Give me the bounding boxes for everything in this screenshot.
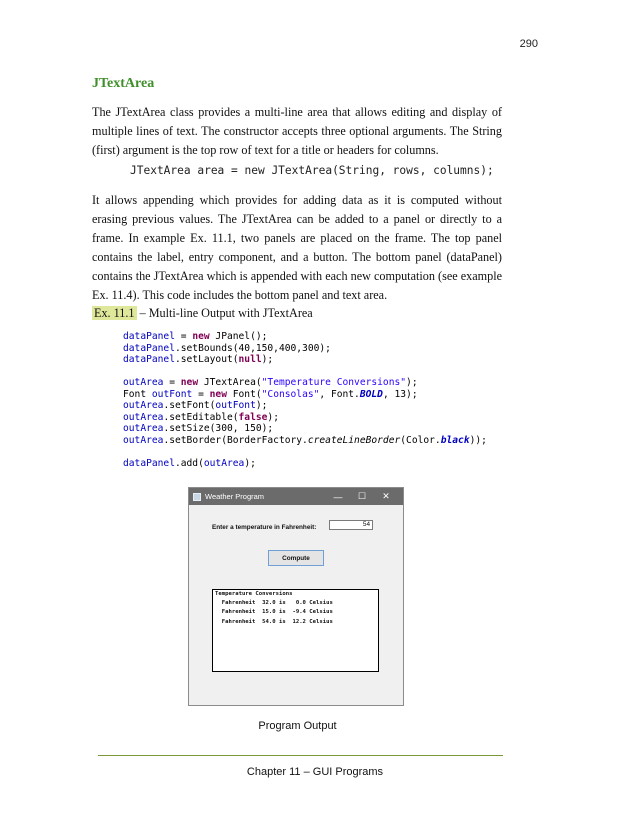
output-line: Temperature Conversions — [215, 591, 293, 597]
minimize-icon[interactable]: — — [333, 491, 343, 502]
code-line: Font outFont = new Font("Consolas", Font.BOLD, 13); — [123, 388, 418, 400]
program-window — [188, 487, 404, 706]
app-icon — [193, 493, 201, 501]
close-icon[interactable]: ✕ — [382, 491, 390, 501]
code-line: outArea.setSize(300, 150); — [123, 423, 274, 434]
code-line: outArea.setEditable(false); — [123, 411, 279, 423]
intro-paragraph: The JTextArea class provides a multi-line area that allows editing and display of multiple lines of text. The constructor accepts three optional arguments. The String (first) argument is the top row of text for a title or headers for columns. — [92, 105, 502, 157]
code-line: outArea = new JTextArea("Temperature Conversions"); — [123, 377, 418, 388]
temperature-label: Enter a temperature in Fahrenheit: — [212, 524, 317, 531]
temperature-input[interactable]: 54 — [329, 520, 373, 530]
chapter-footer: Chapter 11 – GUI Programs — [246, 766, 384, 778]
section-title: JTextArea — [92, 76, 155, 91]
code-listing — [123, 331, 487, 469]
output-line: Fahrenheit 32.0 is 0.0 Celsius — [215, 600, 333, 607]
code-line: outArea.setBorder(BorderFactory.createLineBorder(Color.black)); — [123, 434, 487, 446]
code-line: dataPanel.setBounds(40,150,400,300); — [123, 342, 331, 354]
output-line: Fahrenheit 15.0 is -9.4 Celsius — [215, 609, 333, 616]
compute-button[interactable]: Compute — [268, 550, 324, 566]
code-line: dataPanel = new JPanel(); — [123, 331, 268, 342]
example-heading — [92, 306, 313, 321]
constructor-code: JTextArea area = new JTextArea(String, rows, columns); — [130, 164, 494, 177]
code-line: outArea.setFont(outFont); — [123, 400, 268, 411]
example-title: – Multi-line Output with JTextArea — [136, 306, 313, 320]
output-line: Fahrenheit 54.0 is 12.2 Celsius — [215, 618, 333, 625]
appending-paragraph: It allows appending which provides for adding data as it is computed without erasing previous values. The JTextArea can be added to a panel or directly to a frame. In example Ex. 11.1, two panels are placed on the frame. The top panel contains the label, entry component, and a button. The bottom panel (dataPanel) contains the JTextArea which is appended with each new computation (see example Ex. 11.4). This code includes the bottom panel and text area. — [92, 193, 502, 302]
example-reference: Ex. 11.1 — [94, 306, 135, 320]
output-text-area[interactable] — [212, 589, 379, 672]
page-number: 290 — [519, 38, 538, 50]
window-titlebar[interactable] — [189, 488, 403, 505]
figure-caption: Program Output — [258, 720, 337, 732]
maximize-icon[interactable]: ☐ — [357, 491, 367, 501]
code-line: dataPanel.setLayout(null); — [123, 354, 274, 365]
window-title: Weather Program — [205, 492, 265, 501]
code-line: dataPanel.add(outArea); — [123, 457, 256, 469]
footer-divider — [98, 755, 503, 756]
